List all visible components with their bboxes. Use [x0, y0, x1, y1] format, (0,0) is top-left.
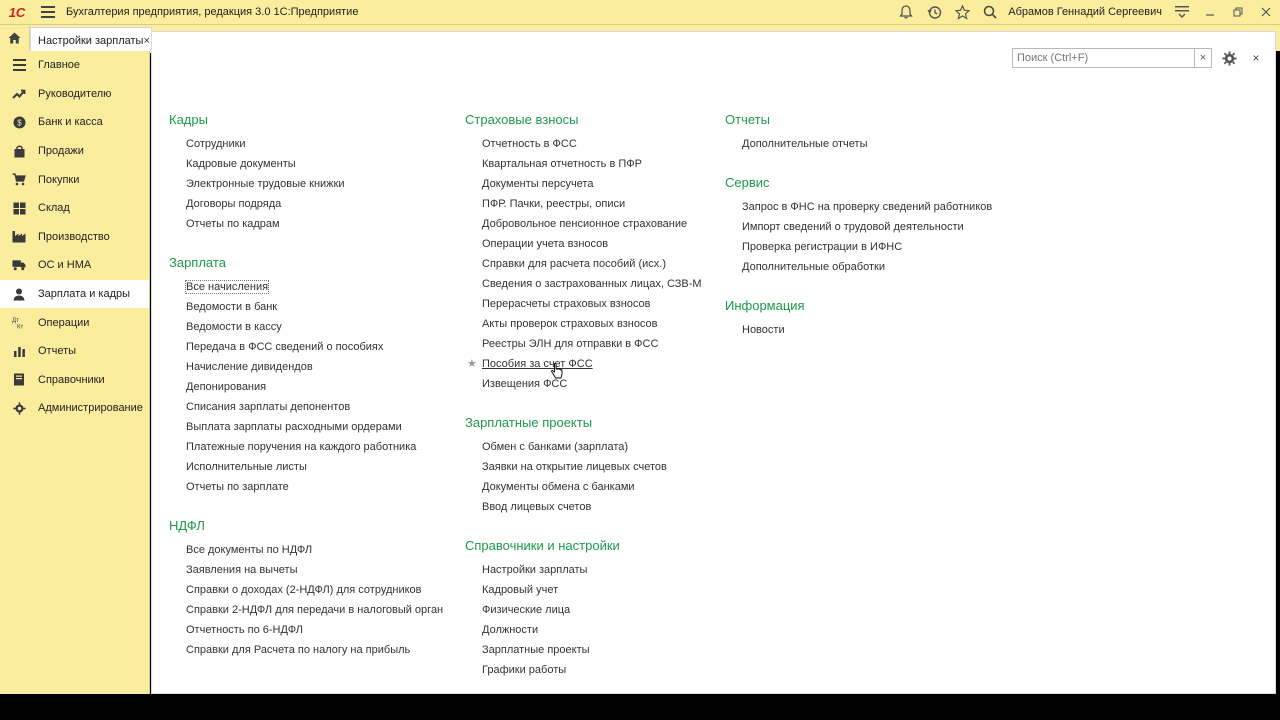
nav-link[interactable] [465, 660, 620, 680]
nav-link[interactable] [169, 277, 416, 297]
sidebar-item-label: Справочники [38, 373, 105, 386]
tab-salary-settings[interactable] [30, 27, 152, 53]
settings-menu-icon[interactable] [1168, 0, 1196, 25]
nav-link[interactable] [465, 580, 620, 600]
nav-link-label: Депонирования [186, 381, 267, 393]
truck-icon [12, 258, 26, 272]
nav-link-label: Дополнительные обработки [742, 261, 885, 273]
nav-link[interactable] [465, 314, 702, 334]
nav-link[interactable] [169, 134, 345, 154]
bell-icon[interactable] [892, 0, 920, 25]
bar-chart-icon [12, 344, 26, 358]
section-3-1 [725, 110, 867, 154]
nav-link-label: Справки о доходах (2-НДФЛ) для сотрудников [186, 584, 422, 596]
coins-icon [12, 115, 26, 129]
window-title: Бухгалтерия предприятия, редакция 3.0 1С:Предприятие [66, 6, 359, 18]
section-title: Сервис [725, 175, 770, 190]
gear-icon[interactable] [1220, 49, 1238, 67]
nav-link-label: Настройки зарплаты [482, 564, 588, 576]
warehouse-icon [12, 201, 26, 215]
tab-label: Настройки зарплаты [38, 34, 144, 47]
sidebar-item-label: Отчеты [38, 345, 77, 358]
nav-link-label: Дополнительные отчеты [742, 138, 868, 150]
nav-link-label: Обмен с банками (зарплата) [482, 441, 629, 453]
main-menu-icon[interactable] [34, 0, 62, 25]
nav-link-label: Перерасчеты страховых взносов [482, 298, 651, 310]
nav-link-label: Справки 2-НДФЛ для передачи в налоговый орган [186, 604, 444, 616]
nav-link[interactable] [465, 214, 702, 234]
close-form-button[interactable]: × [1252, 51, 1260, 65]
nav-link[interactable] [465, 254, 702, 274]
nav-link-label: Начисление дивидендов [186, 361, 313, 373]
nav-link-label: Сведения о застрахованных лицах, СЗВ-М [482, 278, 702, 290]
nav-link[interactable] [465, 457, 667, 477]
title-bar [0, 0, 1280, 25]
sidebar-item-2[interactable] [0, 80, 149, 109]
bag-icon [12, 144, 26, 158]
sidebar-item-label: Администрирование [38, 402, 143, 415]
search-clear-button[interactable]: × [1194, 48, 1212, 68]
nav-link-label: Квартальная отчетность в ПФР [482, 158, 642, 170]
nav-link[interactable] [169, 457, 416, 477]
sidebar-item-label: Главное [38, 59, 81, 72]
nav-link-label: Ведомости в банк [186, 301, 278, 313]
nav-link[interactable] [169, 174, 345, 194]
search-input[interactable] [1012, 48, 1198, 68]
nav-link[interactable] [725, 217, 992, 237]
nav-link[interactable] [465, 274, 702, 294]
nav-link-label: Реестры ЭЛН для отправки в ФСС [482, 338, 659, 350]
nav-link[interactable] [169, 317, 416, 337]
nav-link-label: Справки для Расчета по налогу на прибыль [186, 644, 411, 656]
nav-link[interactable] [169, 194, 345, 214]
nav-link-label: Заявки на открытие лицевых счетов [482, 461, 667, 473]
section-title: Кадры [169, 112, 208, 127]
nav-link-label: Ввод лицевых счетов [482, 501, 592, 513]
sidebar-item-12[interactable] [0, 366, 149, 395]
sidebar-item-13[interactable] [0, 394, 149, 423]
nav-link-label: ПФР. Пачки, реестры, описи [482, 198, 626, 210]
nav-link-label: Договоры подряда [186, 198, 282, 210]
nav-link[interactable] [465, 134, 702, 154]
book-icon [12, 373, 26, 387]
nav-link[interactable] [465, 600, 620, 620]
sidebar-item-3[interactable] [0, 108, 149, 137]
nav-link[interactable] [465, 560, 620, 580]
mouse-cursor-icon [551, 363, 563, 379]
nav-link[interactable] [169, 357, 416, 377]
section-title: Справочники и настройки [465, 538, 620, 553]
nav-link-label: Сотрудники [186, 138, 246, 150]
favorite-star-icon[interactable]: ★ [467, 358, 477, 370]
nav-link[interactable] [465, 374, 702, 394]
nav-link[interactable] [465, 640, 620, 660]
section-3-3 [725, 296, 805, 340]
nav-link[interactable] [169, 437, 416, 457]
nav-link[interactable] [725, 197, 992, 217]
nav-link[interactable] [169, 214, 345, 234]
menu-icon [12, 58, 26, 72]
section-title: Отчеты [725, 112, 770, 127]
nav-link[interactable] [169, 560, 443, 580]
nav-link[interactable] [169, 154, 345, 174]
sidebar [0, 51, 150, 694]
nav-link-label: Извещения ФСС [482, 378, 568, 390]
sidebar-item-11[interactable] [0, 337, 149, 366]
sidebar-item-label: ОС и НМА [38, 259, 92, 272]
section-2-2 [465, 413, 667, 517]
nav-link[interactable] [465, 354, 702, 374]
nav-link-label: Запрос в ФНС на проверку сведений работников [742, 201, 993, 213]
trend-icon [12, 87, 26, 101]
nav-link[interactable] [169, 377, 416, 397]
nav-link-label: Исполнительные листы [186, 461, 307, 473]
nav-link-label: Отчетность в ФСС [482, 138, 577, 150]
section-title: Зарплата [169, 255, 226, 270]
nav-link[interactable] [169, 477, 416, 497]
nav-link-label: Кадровый учет [482, 584, 559, 596]
minimize-icon[interactable] [1196, 0, 1224, 25]
sidebar-item-label: Банк и касса [38, 116, 103, 129]
dt-kt-icon [12, 316, 26, 330]
sidebar-item-label: Зарплата и кадры [38, 288, 131, 301]
sidebar-item-label: Покупки [38, 173, 80, 186]
nav-link[interactable] [465, 194, 702, 214]
nav-link[interactable] [169, 417, 416, 437]
nav-link[interactable] [465, 497, 667, 517]
sidebar-item-10[interactable] [0, 308, 149, 337]
factory-icon [12, 230, 26, 244]
tab-close-icon[interactable]: × [143, 34, 150, 47]
nav-link-label: Платежные поручения на каждого работника [186, 441, 417, 453]
nav-link-label: Операции учета взносов [482, 238, 609, 250]
section-title: Информация [725, 298, 805, 313]
main-panel [151, 31, 1276, 694]
nav-link[interactable] [169, 397, 416, 417]
nav-link-label: Все начисления [186, 281, 269, 293]
nav-link[interactable] [169, 337, 416, 357]
nav-link-label: Проверка регистрации в ИФНС [742, 241, 903, 253]
nav-link-label: Списания зарплаты депонентов [186, 401, 351, 413]
sidebar-item-5[interactable] [0, 165, 149, 194]
person-icon [12, 287, 26, 301]
nav-link-label: Графики работы [482, 664, 567, 676]
sidebar-item-8[interactable] [0, 251, 149, 280]
nav-link-label: Заявления на вычеты [186, 564, 298, 576]
app-logo[interactable]: 1С [8, 4, 26, 20]
sidebar-item-label: Производство [38, 230, 110, 243]
nav-link-label: Акты проверок страховых взносов [482, 318, 658, 330]
sidebar-item-label: Склад [38, 202, 70, 215]
nav-link-label: Отчетность по 6-НДФЛ [186, 624, 303, 636]
sidebar-item-4[interactable] [0, 137, 149, 166]
nav-link-label: Отчеты по зарплате [186, 481, 289, 493]
nav-link[interactable] [725, 134, 867, 154]
window-close-icon[interactable] [1252, 0, 1280, 25]
home-tab[interactable] [0, 25, 30, 51]
nav-link[interactable] [169, 297, 416, 317]
nav-link[interactable] [169, 600, 443, 620]
section-2-3 [465, 536, 620, 680]
nav-link[interactable] [465, 174, 702, 194]
section-title: Зарплатные проекты [465, 415, 593, 430]
nav-link-label: Документы обмена с банками [482, 481, 635, 493]
favorites-star-icon[interactable] [948, 0, 976, 25]
svg-text:Дт: Дт [12, 318, 19, 325]
nav-link[interactable] [169, 580, 443, 600]
nav-link-label: Документы персучета [482, 178, 594, 190]
nav-link-label: Пособия за счет ФСС [482, 358, 593, 370]
nav-link[interactable] [169, 540, 443, 560]
nav-link-label: Новости [742, 324, 785, 336]
sidebar-item-1[interactable] [0, 51, 149, 80]
restore-icon[interactable] [1224, 0, 1252, 25]
nav-link-label: Справки для расчета пособий (исх.) [482, 258, 667, 270]
nav-link-label: Зарплатные проекты [482, 644, 590, 656]
nav-link-label: Добровольное пенсионное страхование [482, 218, 688, 230]
section-title: НДФЛ [169, 518, 205, 533]
section-1-2 [169, 253, 416, 497]
nav-link-label: Передача в ФСС сведений о пособиях [186, 341, 384, 353]
nav-link-label: Электронные трудовые книжки [186, 178, 345, 190]
svg-text:$: $ [16, 118, 22, 128]
nav-link-label: Физические лица [482, 604, 571, 616]
nav-link[interactable] [169, 640, 443, 660]
nav-link[interactable] [725, 237, 992, 257]
sidebar-item-label: Операции [38, 316, 90, 329]
gear-icon [12, 401, 26, 415]
section-1-3 [169, 516, 443, 660]
nav-link[interactable] [465, 477, 667, 497]
sidebar-item-6[interactable] [0, 194, 149, 223]
nav-link-label: Кадровые документы [186, 158, 296, 170]
cart-icon [12, 173, 26, 187]
nav-link[interactable] [465, 334, 702, 354]
nav-link-label: Импорт сведений о трудовой деятельности [742, 221, 964, 233]
section-title: Страховые взносы [465, 112, 579, 127]
search-icon[interactable] [976, 0, 1004, 25]
user-name[interactable]: Абрамов Геннадий Сергеевич [1008, 6, 1162, 18]
sidebar-item-label: Продажи [38, 145, 84, 158]
nav-link-label: Ведомости в кассу [186, 321, 282, 333]
nav-link-label: Все документы по НДФЛ [186, 544, 313, 556]
section-1-1 [169, 110, 345, 234]
nav-link-label: Должности [482, 624, 539, 636]
nav-link[interactable] [725, 320, 805, 340]
nav-link[interactable] [725, 257, 992, 277]
bottom-bar [0, 694, 1280, 720]
nav-link-label: Выплата зарплаты расходными ордерами [186, 421, 402, 433]
home-icon [8, 32, 21, 44]
nav-link[interactable] [169, 620, 443, 640]
sidebar-item-label: Руководителю [38, 87, 112, 100]
sidebar-item-9[interactable] [0, 280, 149, 309]
nav-link[interactable] [465, 154, 702, 174]
section-3-2 [725, 173, 992, 277]
history-icon[interactable] [920, 0, 948, 25]
svg-text:Кт: Кт [17, 324, 24, 330]
section-2-1 [465, 110, 702, 394]
nav-link[interactable] [465, 620, 620, 640]
nav-link-label: Отчеты по кадрам [186, 218, 280, 230]
nav-link[interactable] [465, 437, 667, 457]
nav-link[interactable] [465, 294, 702, 314]
nav-link[interactable] [465, 234, 702, 254]
sidebar-item-7[interactable] [0, 223, 149, 252]
